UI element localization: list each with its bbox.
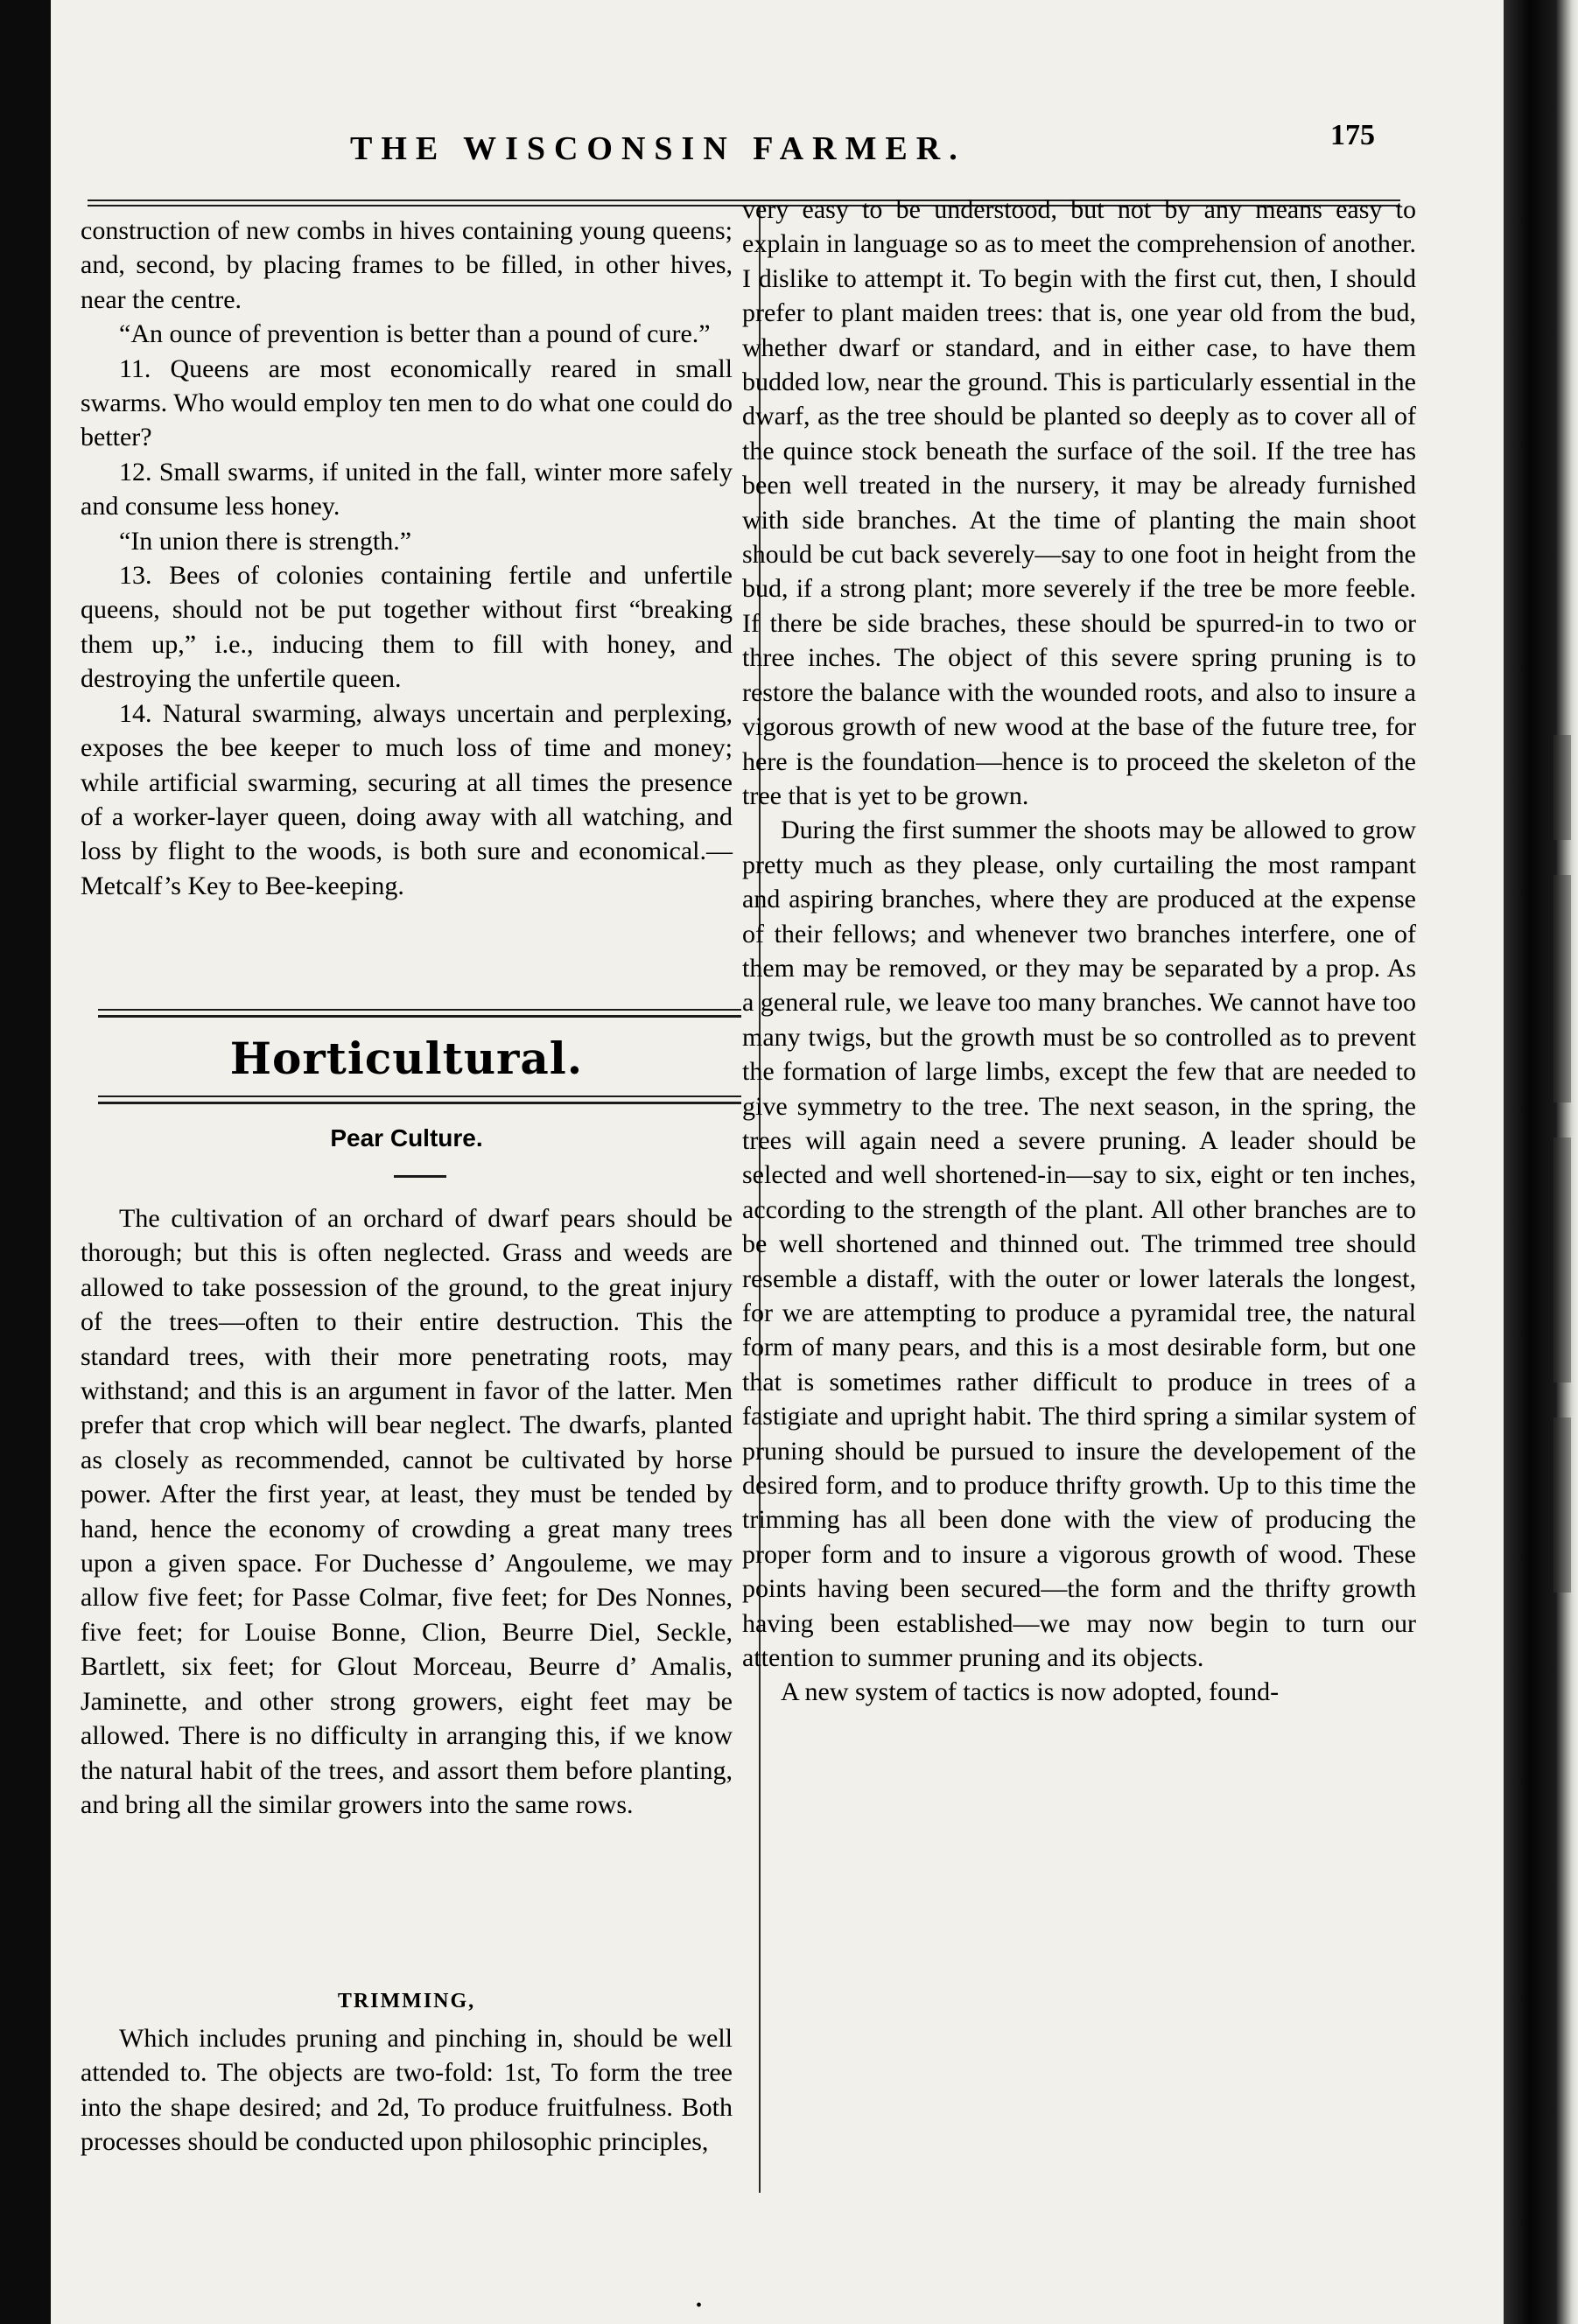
paragraph: construction of new combs in hives containing young queens; and, second, by placing frames to be filled, in other hives, near the centre.	[81, 216, 733, 314]
paragraph: 12. Small swarms, if united in the fall, winter more safely and consume less honey.	[81, 457, 733, 522]
left-column-article	[81, 1201, 733, 1822]
left-column-top	[81, 214, 733, 903]
article-title: Pear Culture.	[330, 1124, 483, 1152]
right-column	[742, 192, 1416, 1710]
page-speck: •	[696, 2296, 703, 2315]
paragraph: “In union there is strength.”	[119, 526, 412, 556]
paragraph: 11. Queens are most economically reared in small swarms. Who would employ ten men to do what one could do better?	[81, 354, 733, 452]
paragraph: Which includes pruning and pinching in, should be well attended to. The objects are two-fold: 1st, To form the tree into the shape desired; and 2d, To produce fruitfulness. Both processes should be conducted upon philosophic principles,	[81, 2024, 733, 2157]
paragraph: The cultivation of an orchard of dwarf pears should be thorough; but this is often neglected. Grass and weeds are allowed to take possession of the ground, to the great injury of the trees—often to their entire destruction. This the standard trees, with their more penetrating roots, may withstand; and this is an argument in favor of the latter. Men prefer that crop which will bear neglect. The dwarfs, planted as closely as recommended, cannot be cultivated by horse power. After the first year, at least, they must be tended by hand, hence the economy of crowding a great many trees upon a given space. For Duchesse d’ Angouleme, we may allow five feet; for Passe Colmar, five feet; for Des Nonnes, five feet; for Louise Bonne, Clion, Beurre Diel, Seckle, Bartlett, six feet; for Glout Morceau, Beurre d’ Amalis, Jaminette, and other strong growers, eight feet may be allowed. There is no difficulty in arranging this, if we know the natural habit of the trees, and assort them before planting, and bring all the similar growers into the same rows.	[81, 1204, 733, 1819]
page-header-title: THE WISCONSIN FARMER.	[350, 130, 966, 167]
spine-mark	[1553, 875, 1571, 1102]
paragraph: A new system of tactics is now adopted, found-	[781, 1677, 1280, 1707]
title-rule	[394, 1175, 446, 1178]
paragraph: “An ounce of prevention is better than a pound of cure.”	[119, 319, 711, 349]
spine-mark	[1553, 735, 1571, 840]
spine-mark	[1553, 1418, 1571, 1592]
paragraph: 14. Natural swarming, always uncertain and perplexing, exposes the bee keeper to much loss of time and money; while artificial swarming, securing at all times the presence of a worker-layer queen, doing away with all watching, and loss by flight to the woods, is both sure and economical.—Metcalf’s Key to Bee-keeping.	[81, 698, 733, 900]
page-number: 175	[1330, 119, 1375, 151]
paragraph: During the first summer the shoots may be allowed to grow pretty much as they please, only curtailing the most rampant and aspiring branches, where they are produced at the expense of their fellows; and whenever two branches interfere, one of them may be removed, or they may be separated by a prop. As a general rule, we leave too many branches. We cannot have too many twigs, but the growth must be so controlled as to prevent the formation of large limbs, except the few that are needed to give symmetry to the tree. The next season, in the spring, the trees will again need a severe pruning. A leader should be selected and well shortened-in—say to six, eight or ten inches, according to the strength of the plant. All other branches are to be well shortened and thinned out. The trimmed tree should resemble a distaff, with the outer or lower laterals the longest, for we are attempting to produce a pyramidal tree, the natural form of many pears, and this is a most desirable form, but one that is sometimes rather difficult to produce in trees of a fastigiate and upright habit. The third spring a similar system of pruning should be pursued to insure the developement of the desired form, and to produce thrifty growth. Up to this time the trimming has all been done with the view of producing the proper form and to insure a vigorous growth of wood. These points having been secured—the form and the thrifty growth having been established—we may now begin to turn our attention to summer pruning and its objects.	[742, 816, 1416, 1673]
spine-mark	[1553, 1138, 1571, 1382]
paragraph: 13. Bees of colonies containing fertile and unfertile queens, should not be put together without first “breaking them up,” i.e., inducing them to fill with honey, and destroying the unfertile queen.	[81, 561, 733, 694]
subhead-trimming: TRIMMING,	[337, 1990, 476, 2012]
section-rule	[98, 1009, 741, 1018]
scan-left-margin	[0, 0, 51, 2324]
section-rule	[98, 1096, 741, 1104]
section-heading: Horticultural.	[229, 1032, 584, 1084]
left-column-trimming	[81, 2021, 733, 2160]
paragraph: very easy to be understood, but not by any means easy to explain in language so as to meet the comprehension of another. I dislike to attempt it. To begin with the first cut, then, I should prefer to plant maiden trees: that is, one year old from the bud, whether dwarf or standard, and in either case, to have them budded low, near the ground. This is particularly essential in the dwarf, as the tree should be planted so deeply as to cover all of the quince stock beneath the surface of the soil. If the tree has been well treated in the nursery, it may be already furnished with side branches. At the time of planting the main shoot should be cut back severely—say to one foot in height from the bud, if a strong plant; more severely if the tree be more feeble. If there be side braches, these should be spurred-in to two or three inches. The object of this severe spring pruning is to restore the balance with the wounded roots, and also to insure a vigorous growth of new wood at the base of the future tree, for here is the foundation—hence is to proceed the skeleton of the tree that is yet to be grown.	[742, 195, 1416, 810]
